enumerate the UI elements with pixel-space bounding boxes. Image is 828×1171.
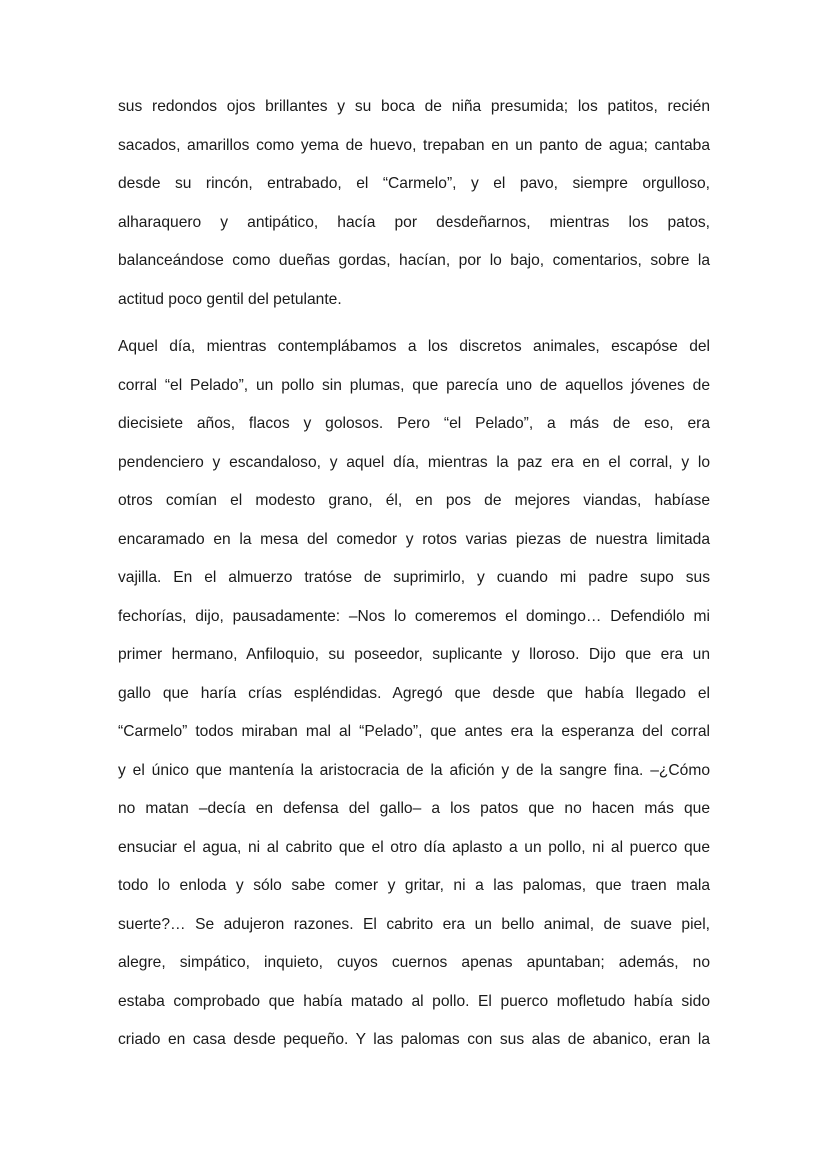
text-line: criado en casa desde pequeño. Y las palomas con sus alas de abanico, eran la bbox=[118, 1031, 710, 1048]
text-line: sus redondos ojos brillantes y su boca de niña presumida; los patitos, recién bbox=[118, 98, 710, 115]
text-line: otros comían el modesto grano, él, en pos de mejores viandas, habíase bbox=[118, 492, 710, 509]
text-line: no matan –decía en defensa del gallo– a los patos que no hacen más que bbox=[118, 800, 710, 817]
paragraph-1 bbox=[118, 88, 710, 319]
text-line: suerte?… Se adujeron razones. El cabrito era un bello animal, de suave piel, bbox=[118, 915, 710, 933]
text-line: y el único que mantenía la aristocracia de la afición y de la sangre fina. –¿Cómo bbox=[118, 761, 710, 779]
text-line: estaba comprobado que había matado al pollo. El puerco mofletudo había sido bbox=[118, 992, 710, 1010]
text-line: desde su rincón, entrabado, el “Carmelo”, y el pavo, siempre orgulloso, bbox=[118, 175, 710, 192]
text-line: actitud poco gentil del petulante. bbox=[118, 290, 342, 308]
text-line: ensuciar el agua, ni al cabrito que el otro día aplasto a un pollo, ni al puerco que bbox=[118, 838, 710, 856]
document-page bbox=[118, 88, 710, 1060]
text-line: corral “el Pelado”, un pollo sin plumas, que parecía uno de aquellos jóvenes de bbox=[118, 376, 710, 394]
text-line: todo lo enloda y sólo sabe comer y gritar, ni a las palomas, que traen mala bbox=[118, 877, 710, 894]
text-line: alharaquero y antipático, hacía por desdeñarnos, mientras los patos, bbox=[118, 213, 710, 231]
text-line: Aquel día, mientras contemplábamos a los discretos animales, escapóse del bbox=[118, 338, 710, 355]
text-line: “Carmelo” todos miraban mal al “Pelado”, que antes era la esperanza del corral bbox=[118, 723, 710, 740]
text-line: alegre, simpático, inquieto, cuyos cuernos apenas apuntaban; además, no bbox=[118, 954, 710, 971]
text-line: vajilla. En el almuerzo tratóse de suprimirlo, y cuando mi padre supo sus bbox=[118, 569, 710, 586]
text-line: balanceándose como dueñas gordas, hacían, por lo bajo, comentarios, sobre la bbox=[118, 252, 710, 269]
text-line: sacados, amarillos como yema de huevo, trepaban en un panto de agua; cantaba bbox=[118, 136, 710, 154]
text-line: primer hermano, Anfiloquio, su poseedor, suplicante y lloroso. Dijo que era un bbox=[118, 646, 710, 663]
text-line: encaramado en la mesa del comedor y rotos varias piezas de nuestra limitada bbox=[118, 530, 710, 548]
text-line: gallo que haría crías espléndidas. Agregó que desde que había llegado el bbox=[118, 684, 710, 702]
paragraph-2 bbox=[118, 328, 710, 1060]
text-line: pendenciero y escandaloso, y aquel día, mientras la paz era en el corral, y lo bbox=[118, 453, 710, 471]
text-line: diecisiete años, flacos y golosos. Pero “el Pelado”, a más de eso, era bbox=[118, 415, 710, 432]
text-line: fechorías, dijo, pausadamente: –Nos lo comeremos el domingo… Defendiólo mi bbox=[118, 607, 710, 625]
